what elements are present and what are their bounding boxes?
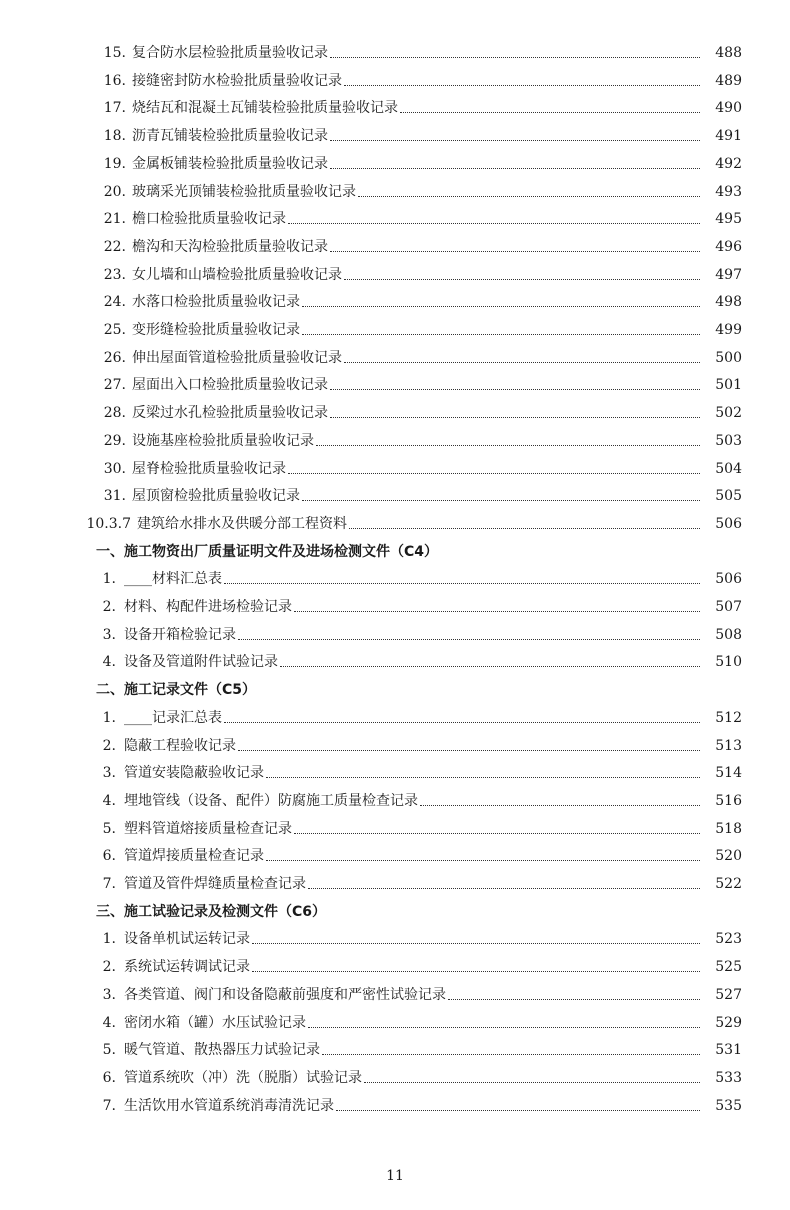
toc-entry-page: 516 bbox=[715, 792, 742, 809]
toc-entry-page: 500 bbox=[715, 349, 742, 366]
toc-entry-number: 7. bbox=[102, 1097, 116, 1114]
toc-entry-number: 24. bbox=[103, 294, 126, 311]
dot-leader bbox=[336, 1109, 700, 1111]
toc-entry-title: 设备及管道附件试验记录 bbox=[124, 654, 278, 671]
toc-entry-number: 1. bbox=[102, 571, 116, 588]
toc-entry-number: 30. bbox=[103, 460, 126, 477]
toc-entry-page: 496 bbox=[715, 238, 742, 255]
toc-entry-number: 2. bbox=[102, 737, 116, 754]
toc-entry bbox=[0, 843, 790, 865]
dot-leader bbox=[448, 998, 700, 1000]
toc-entry bbox=[0, 511, 790, 533]
toc-entry-number: 20. bbox=[103, 183, 126, 200]
toc-entry bbox=[0, 954, 790, 976]
toc-entry bbox=[0, 1065, 790, 1087]
toc-entry bbox=[0, 566, 790, 588]
toc-entry-page: 497 bbox=[715, 266, 742, 283]
dot-leader bbox=[344, 84, 700, 86]
toc-entry-number: 4. bbox=[102, 1014, 116, 1031]
dot-leader bbox=[266, 776, 700, 778]
toc-entry-title: ____材料汇总表 bbox=[124, 571, 222, 588]
toc-entry-page: 492 bbox=[715, 155, 742, 172]
toc-entry bbox=[0, 68, 790, 90]
toc-entry bbox=[0, 234, 790, 256]
toc-entry-page: 531 bbox=[715, 1042, 742, 1059]
toc-entry-page: 504 bbox=[715, 460, 742, 477]
toc-entry-page: 518 bbox=[715, 820, 742, 837]
toc-entry bbox=[0, 456, 790, 478]
toc-entry-number: 29. bbox=[103, 432, 126, 449]
toc-entry-number: 16. bbox=[103, 72, 126, 89]
dot-leader bbox=[302, 333, 700, 335]
toc-entry-number: 6. bbox=[102, 1069, 116, 1086]
toc-entry bbox=[0, 428, 790, 450]
toc-entry-title: 檐沟和天沟检验批质量验收记录 bbox=[132, 238, 328, 255]
toc-entry-page: 510 bbox=[715, 654, 742, 671]
toc-entry-title: 屋面出入口检验批质量验收记录 bbox=[132, 377, 328, 394]
toc-entry-number: 19. bbox=[103, 155, 126, 172]
toc-heading-title: 二、施工记录文件（C5） bbox=[96, 682, 257, 699]
toc-entry bbox=[0, 262, 790, 284]
toc-entry-number: 10.3.7 bbox=[86, 515, 131, 532]
toc-entry-page: 508 bbox=[715, 626, 742, 643]
toc-entry bbox=[0, 289, 790, 311]
toc-entry-number: 5. bbox=[102, 1042, 116, 1059]
dot-leader bbox=[308, 1026, 700, 1028]
dot-leader bbox=[238, 638, 700, 640]
toc-entry-number: 15. bbox=[103, 45, 126, 61]
toc-entry-title: 反梁过水孔检验批质量验收记录 bbox=[132, 405, 328, 422]
toc-entry-title: 管道安装隐蔽验收记录 bbox=[124, 765, 264, 782]
toc-entry-title: 塑料管道熔接质量检查记录 bbox=[124, 820, 292, 837]
toc-entry-page: 489 bbox=[715, 72, 742, 89]
toc-entry-title: 建筑给水排水及供暖分部工程资料 bbox=[137, 515, 347, 532]
toc-entry-title: 材料、构配件进场检验记录 bbox=[124, 599, 292, 615]
toc-entry-title: 金属板铺装检验批质量验收记录 bbox=[132, 155, 328, 172]
toc-entry-title: 各类管道、阀门和设备隐蔽前强度和严密性试验记录 bbox=[124, 986, 446, 1003]
toc-entry bbox=[0, 345, 790, 367]
toc-entry-number: 18. bbox=[103, 128, 126, 145]
dot-leader bbox=[330, 56, 700, 58]
toc-entry-title: 檐口检验批质量验收记录 bbox=[132, 211, 286, 228]
toc-entry-title: 水落口检验批质量验收记录 bbox=[132, 294, 300, 311]
toc-entry-page: 523 bbox=[715, 931, 742, 948]
toc-entry bbox=[0, 372, 790, 394]
dot-leader bbox=[400, 111, 700, 113]
toc-entry-title: 玻璃采光顶铺装检验批质量验收记录 bbox=[132, 183, 356, 200]
toc-entry bbox=[0, 649, 790, 671]
toc-entry bbox=[0, 594, 790, 616]
toc-entry-number: 26. bbox=[103, 349, 126, 366]
dot-leader bbox=[330, 139, 700, 141]
toc-entry-page: 503 bbox=[715, 432, 742, 449]
toc-entry-page: 522 bbox=[715, 876, 742, 892]
toc-entry-page: 529 bbox=[715, 1014, 742, 1031]
dot-leader bbox=[302, 499, 700, 501]
toc-entry-number: 1. bbox=[102, 709, 116, 726]
dot-leader bbox=[330, 250, 700, 252]
toc-entry bbox=[0, 179, 790, 201]
toc-entry-title: 管道及管件焊缝质量检查记录 bbox=[124, 876, 306, 892]
toc-section-heading bbox=[0, 539, 790, 561]
dot-leader bbox=[302, 305, 700, 307]
toc-entry-number: 4. bbox=[102, 654, 116, 671]
toc-heading-title: 三、施工试验记录及检测文件（C6） bbox=[96, 903, 327, 920]
toc-entry bbox=[0, 1037, 790, 1059]
dot-leader bbox=[252, 942, 700, 944]
dot-leader bbox=[288, 472, 700, 474]
toc-entry bbox=[0, 400, 790, 422]
toc-entry bbox=[0, 816, 790, 838]
toc-entry-number: 3. bbox=[102, 626, 116, 643]
toc-entry-page: 502 bbox=[715, 405, 742, 422]
dot-leader bbox=[316, 444, 700, 446]
toc-entry-title: 系统试运转调试记录 bbox=[124, 959, 250, 976]
toc-entry-title: 设备开箱检验记录 bbox=[124, 626, 236, 643]
dot-leader bbox=[238, 749, 700, 751]
toc-entry-title: 屋脊检验批质量验收记录 bbox=[132, 460, 286, 477]
dot-leader bbox=[288, 222, 700, 224]
toc-section-heading bbox=[0, 677, 790, 699]
dot-leader bbox=[252, 970, 700, 972]
toc-entry bbox=[0, 926, 790, 948]
toc-entry-number: 28. bbox=[103, 405, 126, 422]
dot-leader bbox=[280, 665, 700, 667]
dot-leader bbox=[224, 582, 700, 584]
toc-entry-title: 设备单机试运转记录 bbox=[124, 931, 250, 948]
toc-entry-number: 2. bbox=[102, 599, 116, 615]
toc-entry-title: 密闭水箱（罐）水压试验记录 bbox=[124, 1014, 306, 1031]
toc-entry-number: 5. bbox=[102, 820, 116, 837]
dot-leader bbox=[358, 195, 700, 197]
toc-entry bbox=[0, 317, 790, 339]
toc-entry-title: 管道焊接质量检查记录 bbox=[124, 848, 264, 865]
toc-entry-page: 499 bbox=[715, 322, 742, 338]
dot-leader bbox=[420, 804, 700, 806]
toc-entry-page: 525 bbox=[715, 959, 742, 976]
dot-leader bbox=[330, 167, 700, 169]
toc-section-heading bbox=[0, 899, 790, 921]
toc-entry-title: 埋地管线（设备、配件）防腐施工质量检查记录 bbox=[124, 792, 418, 809]
dot-leader bbox=[344, 361, 700, 363]
toc-entry-title: 生活饮用水管道系统消毒清洗记录 bbox=[124, 1097, 334, 1114]
toc-entry-number: 1. bbox=[102, 931, 116, 948]
toc-entry bbox=[0, 760, 790, 782]
dot-leader bbox=[294, 832, 700, 834]
toc-entry-number: 23. bbox=[103, 266, 126, 283]
toc-entry-page: 488 bbox=[715, 45, 742, 61]
toc-entry-title: 变形缝检验批质量验收记录 bbox=[132, 322, 300, 338]
toc-entry-page: 495 bbox=[715, 211, 742, 228]
toc-entry bbox=[0, 1010, 790, 1032]
toc-entry-number: 7. bbox=[102, 876, 116, 892]
dot-leader bbox=[349, 527, 700, 529]
toc-entry-title: 暖气管道、散热器压力试验记录 bbox=[124, 1042, 320, 1059]
toc-entry-page: 506 bbox=[715, 571, 742, 588]
toc-entry-title: 设施基座检验批质量验收记录 bbox=[132, 432, 314, 449]
toc-entry-number: 2. bbox=[102, 959, 116, 976]
toc-entry-page: 513 bbox=[715, 737, 742, 754]
toc-entry bbox=[0, 483, 790, 505]
dot-leader bbox=[322, 1053, 700, 1055]
toc-entry-page: 491 bbox=[715, 128, 742, 145]
toc-entry bbox=[0, 788, 790, 810]
toc-entry-title: 女儿墙和山墙检验批质量验收记录 bbox=[132, 266, 342, 283]
toc-entry-page: 535 bbox=[715, 1097, 742, 1114]
toc-entry-number: 31. bbox=[103, 488, 126, 505]
toc-entry-title: 沥青瓦铺装检验批质量验收记录 bbox=[132, 128, 328, 145]
page-number: 11 bbox=[386, 1168, 404, 1184]
toc-entry bbox=[0, 206, 790, 228]
dot-leader bbox=[364, 1081, 700, 1083]
toc-entry-page: 506 bbox=[715, 515, 742, 532]
dot-leader bbox=[344, 278, 700, 280]
toc-entry bbox=[0, 871, 790, 893]
toc-entry-page: 501 bbox=[715, 377, 742, 394]
dot-leader bbox=[308, 887, 700, 889]
toc-entry-number: 27. bbox=[103, 377, 126, 394]
toc-entry-number: 3. bbox=[102, 986, 116, 1003]
toc-entry-number: 6. bbox=[102, 848, 116, 865]
dot-leader bbox=[224, 721, 700, 723]
toc-entry bbox=[0, 622, 790, 644]
toc-entry bbox=[0, 40, 790, 62]
toc-entry-title: 接缝密封防水检验批质量验收记录 bbox=[132, 72, 342, 89]
toc-entry bbox=[0, 705, 790, 727]
toc-entry-title: ____记录汇总表 bbox=[124, 709, 222, 726]
toc-entry-number: 25. bbox=[103, 322, 126, 338]
toc-entry-title: 伸出屋面管道检验批质量验收记录 bbox=[132, 349, 342, 366]
toc-entry-number: 4. bbox=[102, 792, 116, 809]
toc-entry-page: 533 bbox=[715, 1069, 742, 1086]
toc-entry-page: 512 bbox=[715, 709, 742, 726]
dot-leader bbox=[266, 859, 700, 861]
toc-entry-title: 隐蔽工程验收记录 bbox=[124, 737, 236, 754]
dot-leader bbox=[330, 388, 700, 390]
toc-entry-page: 493 bbox=[715, 183, 742, 200]
toc-entry-page: 520 bbox=[715, 848, 742, 865]
toc-entry-number: 3. bbox=[102, 765, 116, 782]
toc-entry-page: 507 bbox=[715, 599, 742, 615]
toc-entry bbox=[0, 151, 790, 173]
toc-entry-title: 屋顶窗检验批质量验收记录 bbox=[132, 488, 300, 505]
toc-entry bbox=[0, 95, 790, 117]
toc-entry-page: 527 bbox=[715, 986, 742, 1003]
toc-entry-number: 17. bbox=[103, 100, 126, 117]
toc-entry-title: 复合防水层检验批质量验收记录 bbox=[132, 45, 328, 61]
toc-entry-page: 498 bbox=[715, 294, 742, 311]
toc-entry-page: 490 bbox=[715, 100, 742, 117]
toc-entry-title: 管道系统吹（冲）洗（脱脂）试验记录 bbox=[124, 1069, 362, 1086]
toc-entry bbox=[0, 982, 790, 1004]
toc-entry-number: 21. bbox=[103, 211, 126, 228]
toc-entry-title: 烧结瓦和混凝土瓦铺装检验批质量验收记录 bbox=[132, 100, 398, 117]
toc-entry-page: 514 bbox=[715, 765, 742, 782]
toc-entry bbox=[0, 1093, 790, 1115]
dot-leader bbox=[294, 610, 700, 612]
toc-entry-number: 22. bbox=[103, 238, 126, 255]
toc-entry bbox=[0, 733, 790, 755]
toc-entry-page: 505 bbox=[715, 488, 742, 505]
toc-entry bbox=[0, 123, 790, 145]
dot-leader bbox=[330, 416, 700, 418]
toc-heading-title: 一、施工物资出厂质量证明文件及进场检测文件（C4） bbox=[96, 543, 439, 560]
